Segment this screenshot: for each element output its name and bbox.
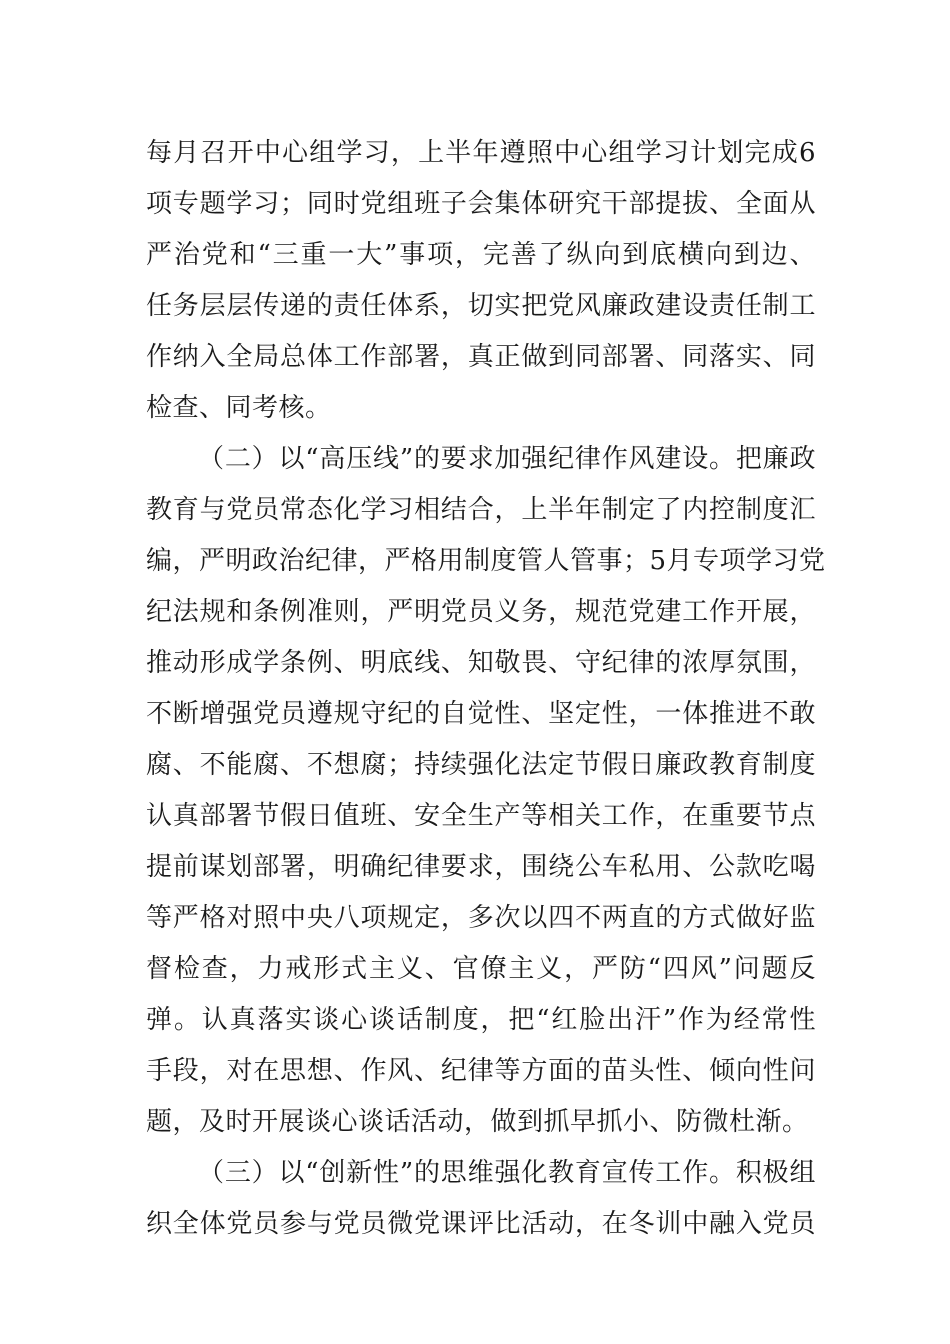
text-line-content: 织全体党员参与党员微党课评比活动，在冬训中融入党员 bbox=[146, 1209, 816, 1239]
text-line bbox=[146, 179, 816, 230]
text-line-content: 督检查，力戒形式主义、官僚主义，严防“四风”问题反 bbox=[146, 954, 816, 984]
text-line-content: 题，及时开展谈心谈话活动，做到抓早抓小、防微杜渐。 bbox=[146, 1107, 809, 1137]
text-line-content: 教育与党员常态化学习相结合，上半年制定了内控制度汇 bbox=[146, 495, 816, 525]
text-line-content: 严治党和“三重一大”事项，完善了纵向到底横向到边、 bbox=[146, 240, 816, 270]
document-body bbox=[146, 128, 826, 1250]
text-line bbox=[146, 587, 816, 638]
text-line-content: 弹。认真落实谈心谈话制度，把“红脸出汗”作为经常性 bbox=[146, 1005, 816, 1035]
text-line bbox=[146, 1199, 816, 1250]
text-line bbox=[146, 536, 826, 587]
text-line-content: 编，严明政治纪律，严格用制度管人管事；5月专项学习党 bbox=[146, 546, 826, 576]
text-line bbox=[146, 842, 816, 893]
text-line-content: 任务层层传递的责任体系，切实把党风廉政建设责任制工 bbox=[146, 291, 816, 321]
text-line-content: 作纳入全局总体工作部署，真正做到同部署、同落实、同 bbox=[146, 342, 816, 372]
text-line-content: 纪法规和条例准则，严明党员义务，规范党建工作开展， bbox=[146, 597, 816, 627]
text-line-content: 提前谋划部署，明确纪律要求，围绕公车私用、公款吃喝 bbox=[146, 852, 816, 882]
text-line bbox=[146, 230, 816, 281]
text-line bbox=[146, 1046, 816, 1097]
text-line bbox=[146, 485, 816, 536]
text-line bbox=[146, 281, 816, 332]
text-line-content: 检查、同考核。 bbox=[146, 393, 332, 423]
text-line-content: （三）以“创新性”的思维强化教育宣传工作。积极组 bbox=[198, 1158, 816, 1188]
text-line bbox=[146, 638, 816, 689]
text-line-content: 等严格对照中央八项规定，多次以四不两直的方式做好监 bbox=[146, 903, 816, 933]
text-line-content: （二）以“高压线”的要求加强纪律作风建设。把廉政 bbox=[198, 444, 816, 474]
text-line-content: 不断增强党员遵规守纪的自觉性、坚定性，一体推进不敢 bbox=[146, 699, 816, 729]
text-line bbox=[146, 332, 816, 383]
text-line bbox=[146, 893, 816, 944]
text-line bbox=[146, 434, 816, 485]
text-line-content: 认真部署节假日值班、安全生产等相关工作，在重要节点 bbox=[146, 801, 816, 831]
text-line bbox=[146, 128, 816, 179]
text-line bbox=[146, 1097, 816, 1148]
text-line-content: 腐、不能腐、不想腐；持续强化法定节假日廉政教育制度 bbox=[146, 750, 816, 780]
text-line-content: 项专题学习；同时党组班子会集体研究干部提拔、全面从 bbox=[146, 189, 816, 219]
text-line bbox=[146, 944, 816, 995]
text-line-content: 每月召开中心组学习，上半年遵照中心组学习计划完成6 bbox=[146, 138, 816, 168]
text-line bbox=[146, 791, 816, 842]
text-line-content: 推动形成学条例、明底线、知敬畏、守纪律的浓厚氛围， bbox=[146, 648, 816, 678]
text-line-content: 手段，对在思想、作风、纪律等方面的苗头性、倾向性问 bbox=[146, 1056, 816, 1086]
text-line bbox=[146, 383, 816, 434]
text-line bbox=[146, 995, 816, 1046]
text-line bbox=[146, 689, 816, 740]
text-line bbox=[146, 740, 816, 791]
text-line bbox=[146, 1148, 816, 1199]
